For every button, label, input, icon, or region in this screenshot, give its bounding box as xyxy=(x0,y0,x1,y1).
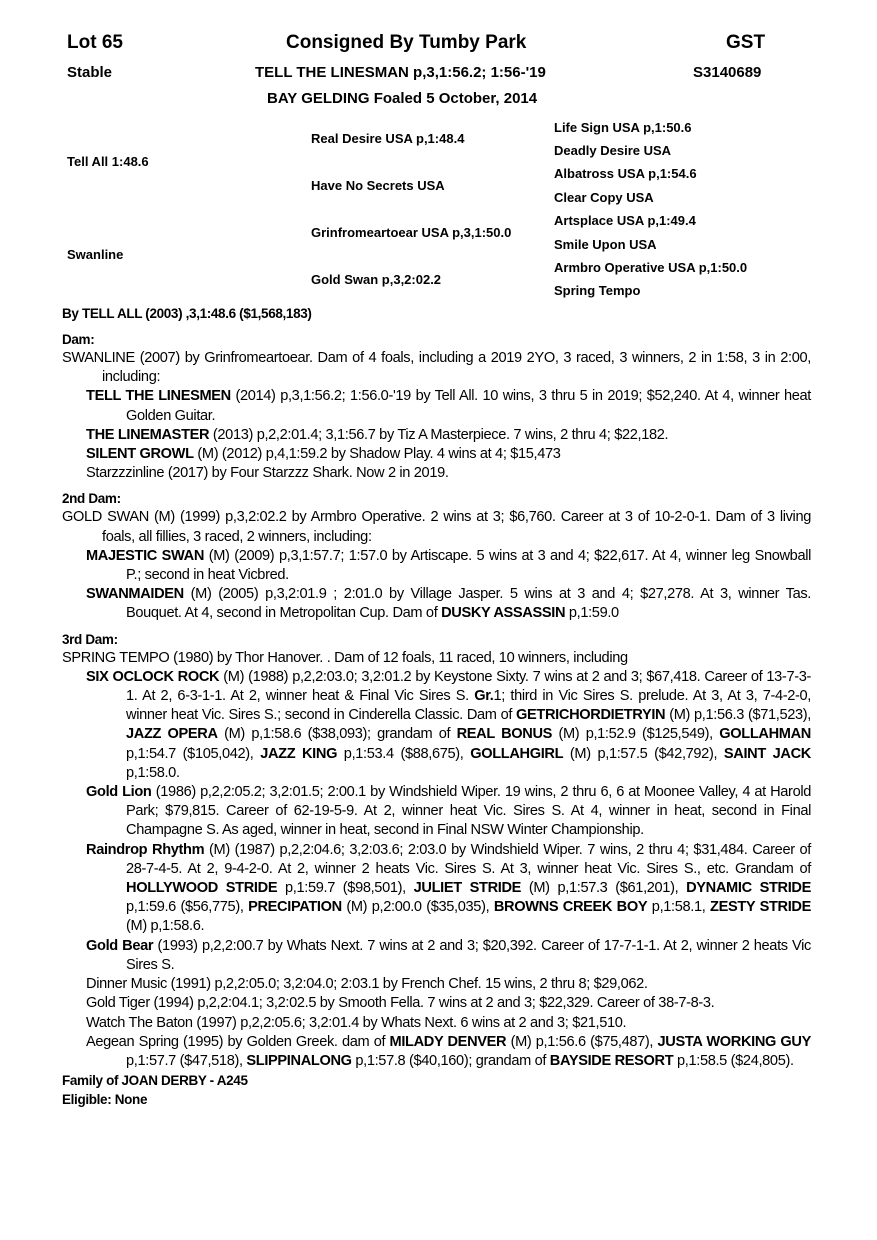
progeny-name: TELL THE LINESMEN xyxy=(86,388,231,405)
progeny-name: Raindrop Rhythm xyxy=(86,841,205,858)
progeny-entry xyxy=(86,387,811,425)
offspring-name: MILADY DENVER xyxy=(389,1033,507,1050)
progeny-name: Gold Lion xyxy=(86,784,152,801)
registration-id: S3140689 xyxy=(693,64,762,81)
offspring-name: SAINT JACK xyxy=(723,745,811,762)
pedigree-gen3-item: Smile Upon USA xyxy=(554,237,657,252)
entry-text: (M) p,2:00.0 ($35,035), xyxy=(341,899,494,916)
entry-text: p,1:59.6 ($56,775), xyxy=(126,899,249,916)
offspring-name: HOLLYWOOD STRIDE xyxy=(126,880,278,897)
progeny-details: (M) (2009) p,3,1:57.7; 1:57.0 by Artiscape. 5 wins at 3 and 4; $22,617. At 4, winner leg Snowball P.; second in heat Vicbred. xyxy=(126,547,811,584)
pedigree-gen3-item: Artsplace USA p,1:49.4 xyxy=(554,213,696,228)
entry-text: p,1:58.0. xyxy=(126,764,180,781)
entry-text: (M) p,1:57.3 ($61,201), xyxy=(521,880,687,897)
progeny-entry: Dinner Music (1991) p,2,2:05.0; 3,2:04.0; 2:03.1 by French Chef. 15 wins, 2 thru 8; $29,062. xyxy=(86,976,648,993)
horse-description: BAY GELDING Foaled 5 October, 2014 xyxy=(267,90,538,107)
progeny-details: Starzzzinline (2017) by Four Starzzz Shark. Now 2 in 2019. xyxy=(86,465,449,482)
offspring-name: SLIPPINALONG xyxy=(246,1052,352,1069)
entry-text: 1; third in Vic Sires S. prelude. At 3, At 3, 7-4-2-0, winner heat Vic. Sires S.; second in Cinderella Classic. Dam of xyxy=(126,688,811,724)
pedigree-sire-sire: Real Desire USA p,1:48.4 xyxy=(311,131,465,146)
entry-text: (M) p,1:56.3 ($71,523), xyxy=(665,707,811,724)
progeny-entry xyxy=(86,547,811,585)
entry-text: p,1:58.1, xyxy=(647,899,711,916)
offspring-name: BAYSIDE RESORT xyxy=(549,1052,674,1069)
entry-text: (1986) p,2,2:05.2; 3,2:01.5; 2:00.1 by Windshield Wiper. 19 wins, 2 thru 6, 6 at Moonee Valley, 4 at Harold Park; $79,815. Career of 62-19-5-9. At 2, winner heat Vic. Sires S. At 4, winner in heat, second in Final Champagne S. As aged, winner in heat, second in Final NSW Winter Championship. xyxy=(126,784,811,839)
entry-text: (M) p,1:58.6. xyxy=(126,918,205,935)
entry-text: Aegean Spring (1995) by Golden Greek. dam of xyxy=(86,1033,390,1050)
pedigree-gen3-item: Spring Tempo xyxy=(554,283,641,298)
gst-label: GST xyxy=(726,32,766,53)
entry-text: (M) p,1:57.5 ($42,792), xyxy=(563,745,724,762)
entry-text: (M) (1988) p,2,2:03.0; 3,2:01.2 by Keystone Sixty. 7 wins at 2 and 3; $67,418. Career of 13-7-3-1. At 2, 6-3-1-1. At 2, winner heat & Final Vic Sires S. xyxy=(126,668,811,705)
entry-text: (M) p,1:56.6 ($75,487), xyxy=(506,1033,658,1050)
progeny-name: SILENT GROWL xyxy=(86,446,194,463)
progeny-entry xyxy=(86,668,811,783)
sire-line: By TELL ALL (2003) ,3,1:48.6 ($1,568,183) xyxy=(62,306,312,321)
progeny-entry xyxy=(86,426,811,445)
progeny-entry xyxy=(86,841,811,937)
offspring-name: JAZZ OPERA xyxy=(126,726,218,743)
offspring-details: p,1:59.0 xyxy=(565,605,619,622)
third-dam-intro: SPRING TEMPO (1980) by Thor Hanover. . Dam of 12 foals, 11 raced, 10 winners, including xyxy=(62,649,628,666)
consignor: Consigned By Tumby Park xyxy=(286,32,527,53)
progeny-entry xyxy=(86,445,811,464)
family-line: Family of JOAN DERBY - A245 xyxy=(62,1073,248,1089)
progeny-name: Gold Bear xyxy=(86,937,154,954)
entry-text: (M) p,1:58.6 ($38,093); grandam of xyxy=(217,726,457,743)
progeny-entry xyxy=(86,585,811,623)
progeny-entry: Watch The Baton (1997) p,2,2:05.6; 3,2:01.4 by Whats Next. 6 wins at 2 and 3; $21,510. xyxy=(86,1014,627,1031)
entry-text: Gr. xyxy=(474,688,494,705)
pedigree-dam-sire: Grinfromeartoear USA p,3,1:50.0 xyxy=(311,225,512,240)
offspring-name: JUSTA WORKING GUY xyxy=(657,1033,812,1050)
pedigree-gen3-item: Armbro Operative USA p,1:50.0 xyxy=(554,260,748,275)
second-dam-heading: 2nd Dam: xyxy=(62,491,121,507)
pedigree-gen3-item: Albatross USA p,1:54.6 xyxy=(554,166,697,181)
offspring-name: GOLLAHGIRL xyxy=(470,745,564,762)
entry-text: p,1:53.4 ($88,675), xyxy=(337,745,471,762)
progeny-name: SWANMAIDEN xyxy=(86,586,184,603)
progeny-details: (M) (2012) p,4,1:59.2 by Shadow Play. 4 wins at 4; $15,473 xyxy=(193,446,561,463)
pedigree-gen3-item: Deadly Desire USA xyxy=(554,143,672,158)
offspring-name: DYNAMIC STRIDE xyxy=(686,880,811,897)
offspring-name: GOLLAHMAN xyxy=(719,726,811,743)
progeny-entry xyxy=(86,783,811,841)
progeny-entry: Gold Tiger (1994) p,2,2:04.1; 3,2:02.5 by Smooth Fella. 7 wins at 2 and 3; $22,329. Career of 38-7-8-3. xyxy=(86,995,715,1012)
pedigree-gen3-item: Life Sign USA p,1:50.6 xyxy=(554,120,692,135)
progeny-entry xyxy=(86,464,811,483)
third-dam-heading: 3rd Dam: xyxy=(62,631,118,647)
offspring-name: JULIET STRIDE xyxy=(413,880,522,897)
lot-number: Lot 65 xyxy=(67,32,123,53)
offspring-name: REAL BONUS xyxy=(456,726,553,743)
dam-heading: Dam: xyxy=(62,332,95,347)
dam-intro: SWANLINE (2007) by Grinfromeartoear. Dam of 4 foals, including a 2019 2YO, 3 raced, 3 winners, 2 in 1:58, 3 in 2:00, including: xyxy=(62,350,811,386)
entry-text: (1993) p,2,2:00.7 by Whats Next. 7 wins at 2 and 3; $20,392. Career of 17-7-1-1. At 2, winner 2 heats Vic Sires S. xyxy=(126,937,812,973)
pedigree-sire: Tell All 1:48.6 xyxy=(67,154,149,169)
offspring-name: GETRICHORDIETRYIN xyxy=(516,707,666,724)
progeny-details: (2013) p,2,2:01.4; 3,1:56.7 by Tiz A Masterpiece. 7 wins, 2 thru 4; $22,182. xyxy=(209,426,669,443)
stable-label: Stable xyxy=(67,64,113,81)
family-details xyxy=(62,304,811,1109)
pedigree-gen3-item: Clear Copy USA xyxy=(554,190,654,205)
offspring-name: ZESTY STRIDE xyxy=(710,899,812,916)
progeny-details: (2014) p,3,1:56.2; 1:56.0-'19 by Tell All. 10 wins, 3 thru 5 in 2019; $52,240. At 4, winner heat Golden Guitar. xyxy=(126,388,811,424)
entry-text: p,1:58.5 ($24,805). xyxy=(673,1052,794,1069)
offspring-name: JAZZ KING xyxy=(260,745,338,762)
second-dam-intro: GOLD SWAN (M) (1999) p,3,2:02.2 by Armbro Operative. 2 wins at 3; $6,760. Career at 3 of 10-2-0-1. Dam of 3 living foals, all fillies, 3 raced, 2 winners, including: xyxy=(62,509,811,545)
progeny-name: MAJESTIC SWAN xyxy=(86,547,205,564)
offspring-name: DUSKY ASSASSIN xyxy=(441,605,566,622)
entry-text: p,1:57.7 ($47,518), xyxy=(126,1052,247,1069)
entry-text: p,1:59.7 ($98,501), xyxy=(277,880,414,897)
entry-text: (M) p,1:52.9 ($125,549), xyxy=(552,726,720,743)
eligible-line: Eligible: None xyxy=(62,1092,148,1108)
offspring-name: PRECIPATION xyxy=(248,899,342,916)
pedigree-sire-dam: Have No Secrets USA xyxy=(311,178,445,193)
progeny-entry xyxy=(86,937,811,975)
pedigree-dam: Swanline xyxy=(67,247,124,262)
pedigree-dam-dam: Gold Swan p,3,2:02.2 xyxy=(311,272,442,287)
progeny-name: THE LINEMASTER xyxy=(86,426,210,443)
entry-text: p,1:57.8 ($40,160); grandam of xyxy=(351,1052,550,1069)
progeny-name: SIX OCLOCK ROCK xyxy=(86,668,220,685)
horse-title: TELL THE LINESMAN p,3,1:56.2; 1:56-'19 xyxy=(255,64,546,81)
entry-text: (M) (1987) p,2,2:04.6; 3,2:03.6; 2:03.0 by Windshield Wiper. 7 wins, 2 thru 4; $31,484. Career of 28-7-4-5. At 2, 9-4-2-0. At 2, winner 2 heats Vic. Sires S. At 3, winner heat Vic. Sires S., etc. Grandam of xyxy=(126,841,811,877)
progeny-details: (M) (2005) p,3,2:01.9 ; 2:01.0 by Village Jasper. 5 wins at 3 and 4; $27,278. At 3, winner Tas. Bouquet. At 4, second in Metropolitan Cup. Dam of xyxy=(126,586,811,622)
entry-text: p,1:54.7 ($105,042), xyxy=(126,745,261,762)
progeny-entry xyxy=(86,1033,811,1071)
offspring-name: BROWNS CREEK BOY xyxy=(493,899,648,916)
